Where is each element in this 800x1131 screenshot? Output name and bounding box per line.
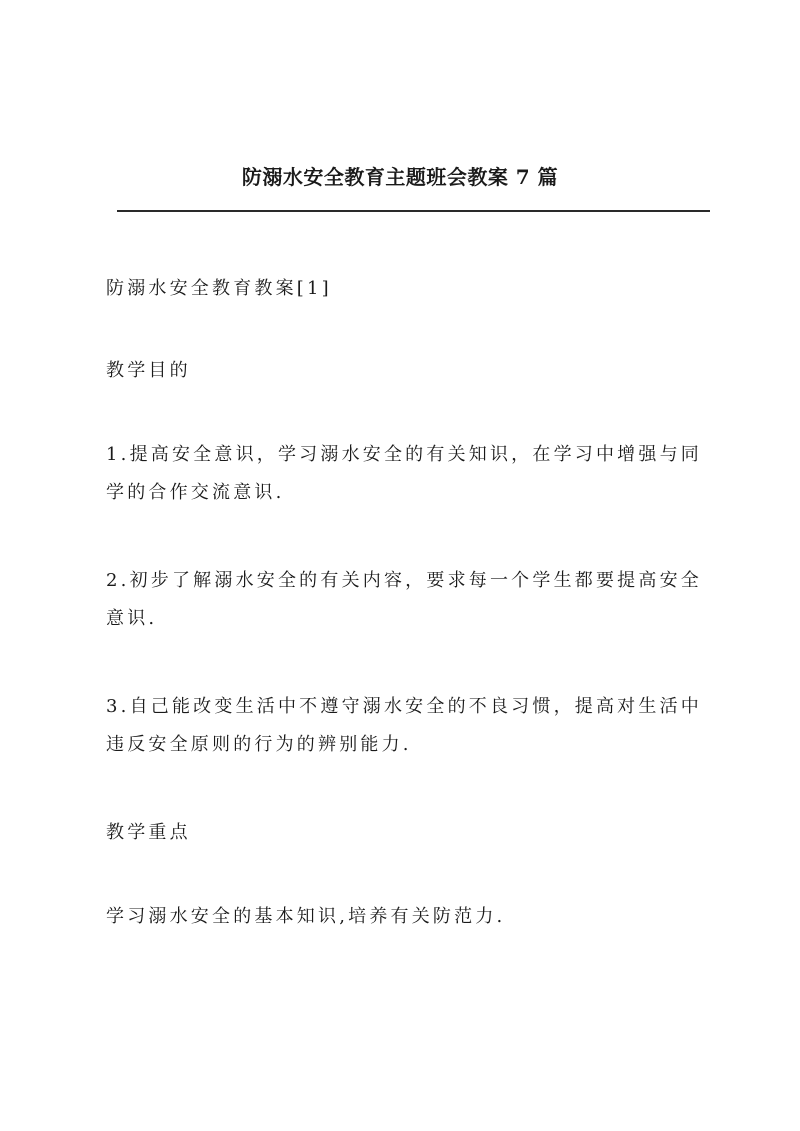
section-heading-lesson-plan: 防溺水安全教育教案[1] bbox=[106, 278, 332, 299]
objective-item-3: 3.自己能改变生活中不遵守溺水安全的不良习惯，提高对生活中违反安全原则的行为的辨别能力. bbox=[106, 696, 702, 755]
title-divider bbox=[117, 210, 710, 212]
key-point-text: 学习溺水安全的基本知识,培养有关防范力. bbox=[106, 906, 506, 927]
section-heading-objectives: 教学目的 bbox=[106, 360, 191, 381]
section-heading-key-points: 教学重点 bbox=[106, 822, 191, 843]
objective-item-2: 2.初步了解溺水安全的有关内容，要求每一个学生都要提高安全意识. bbox=[106, 570, 702, 629]
objective-item-1: 1.提高安全意识，学习溺水安全的有关知识，在学习中增强与同学的合作交流意识. bbox=[106, 444, 702, 503]
document-title: 防溺水安全教育主题班会教案 7 篇 bbox=[241, 165, 559, 189]
